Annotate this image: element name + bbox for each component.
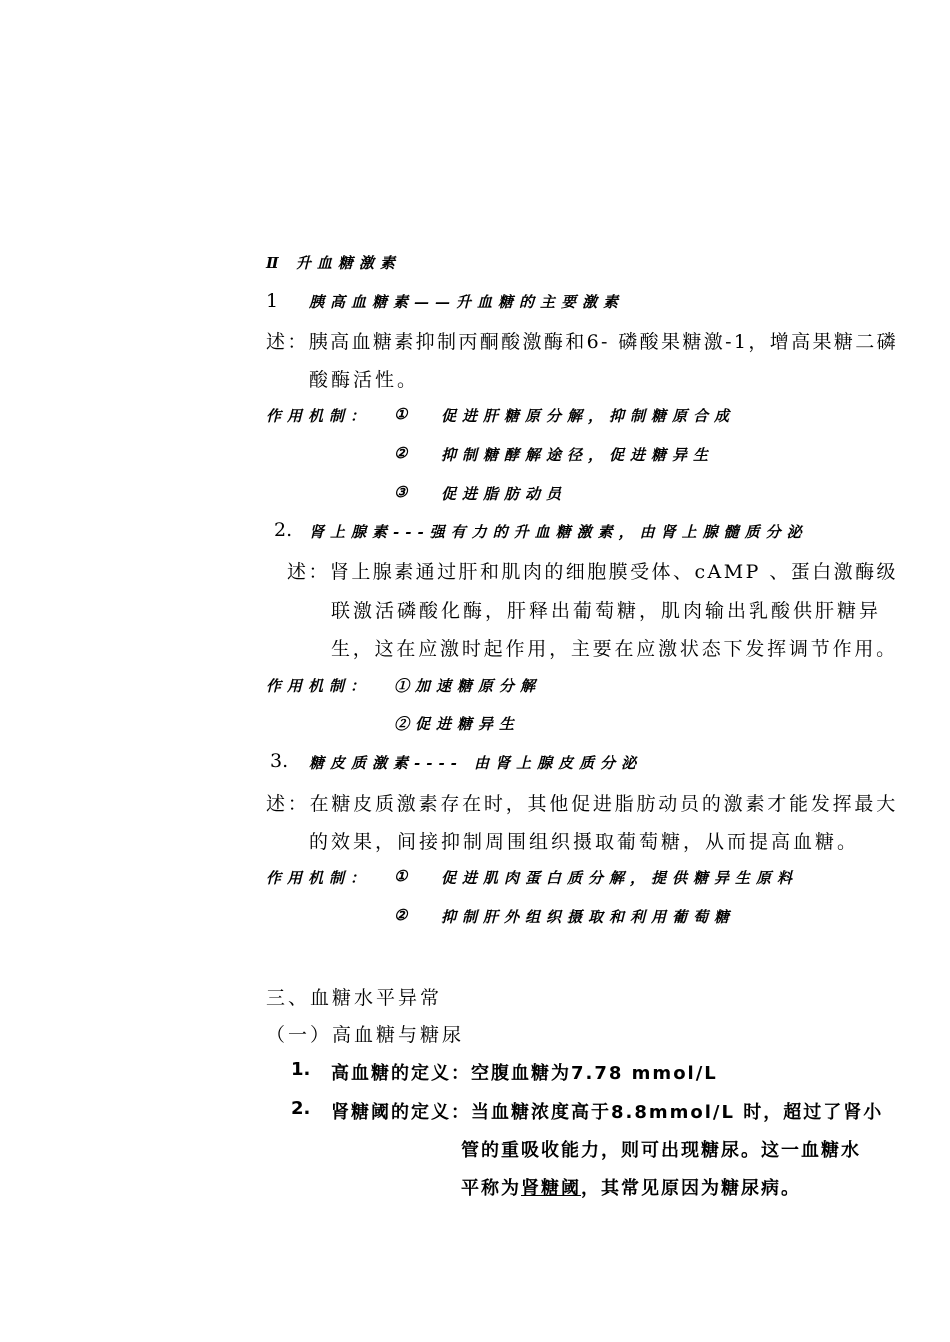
- definition-1-text: 高血糖的定义：空腹血糖为7.78 mmol/L: [331, 1063, 718, 1084]
- glucocorticoid-mechanism-2-number: ②: [394, 906, 414, 924]
- glucagon-mechanism-2-number: ②: [394, 444, 414, 462]
- adrenaline-number: 2.: [274, 519, 293, 541]
- glucocorticoid-mechanism-1: 促进肌肉蛋白质分解，提供糖异生原料: [441, 869, 799, 887]
- definition-2-line-3: [461, 1174, 801, 1200]
- glucagon-desc-line-2: 酸酶活性。: [309, 369, 420, 391]
- glucagon-mechanism-1: 促进肝糖原分解，抑制糖原合成: [441, 407, 736, 425]
- definition-1-number: 1.: [291, 1059, 311, 1080]
- glucocorticoid-desc-line-1: 述：在糖皮质激素存在时，其他促进脂肪动员的激素才能发挥最大: [266, 793, 898, 815]
- glucagon-mechanism-2: 抑制糖酵解途径，促进糖异生: [441, 446, 715, 464]
- glucocorticoid-mechanism-label: 作用机制：: [266, 869, 372, 887]
- glucocorticoid-mechanism-2: 抑制肝外组织摄取和利用葡萄糖: [441, 908, 736, 926]
- glucocorticoid-title: 糖皮质激素---- 由肾上腺皮质分泌: [309, 754, 643, 772]
- definition-2-line-1: 肾糖阈的定义：当血糖浓度高于8.8mmol/L 时，超过了肾小: [331, 1102, 884, 1123]
- glucocorticoid-desc-line-2: 的效果，间接抑制周围组织摄取葡萄糖，从而提高血糖。: [309, 831, 860, 853]
- definition-2-line-2: 管的重吸收能力，则可出现糖尿。这一血糖水: [461, 1140, 861, 1161]
- glucocorticoid-number: 3.: [270, 750, 289, 772]
- glucagon-mechanism-3: 促进脂肪动员: [441, 485, 568, 503]
- glucagon-number: 1: [266, 290, 279, 312]
- renal-threshold-term: 肾糖阈: [521, 1178, 581, 1199]
- glucocorticoid-mechanism-1-number: ①: [394, 867, 414, 885]
- definition-2-line-3-prefix: 平称为: [461, 1178, 521, 1199]
- definition-2-line-3-suffix: ，其常见原因为糖尿病。: [581, 1178, 801, 1199]
- glucagon-mechanism-label: 作用机制：: [266, 407, 372, 425]
- adrenaline-mechanism-2: ②促进糖异生: [394, 715, 521, 733]
- adrenaline-mechanism-1: ①加速糖原分解: [394, 677, 542, 695]
- adrenaline-desc-line-3: 生，这在应激时起作用，主要在应激状态下发挥调节作用。: [331, 638, 898, 660]
- glucagon-mechanism-3-number: ③: [394, 483, 414, 501]
- glucagon-desc-line-1: 述：胰高血糖素抑制丙酮酸激酶和6- 磷酸果糖激-1，增高果糖二磷: [266, 331, 898, 353]
- adrenaline-title: 肾上腺素---强有力的升血糖激素，由肾上腺髓质分泌: [309, 523, 808, 541]
- subsection-1-title: （一）高血糖与糖尿: [266, 1024, 465, 1046]
- section-2-title: Ⅱ 升血糖激素: [266, 254, 401, 272]
- adrenaline-desc-line-1: 述：肾上腺素通过肝和肌肉的细胞膜受体、cAMP 、蛋白激酶级: [287, 561, 898, 583]
- section-3-title: 三、血糖水平异常: [266, 987, 443, 1009]
- adrenaline-desc-line-2: 联激活磷酸化酶，肝释出葡萄糖，肌肉输出乳酸供肝糖异: [331, 600, 882, 622]
- definition-2-number: 2.: [291, 1098, 311, 1119]
- glucagon-title: 胰高血糖素——升血糖的主要激素: [309, 293, 625, 311]
- glucagon-mechanism-1-number: ①: [394, 405, 414, 423]
- adrenaline-mechanism-label: 作用机制：: [266, 677, 372, 695]
